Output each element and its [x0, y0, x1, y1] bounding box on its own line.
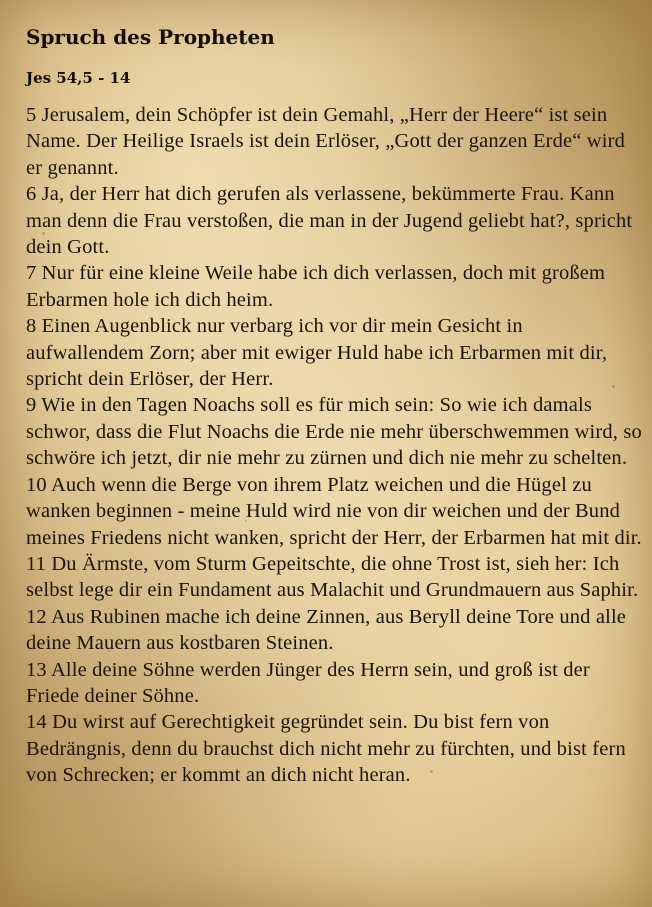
- paper-speck: [108, 650, 110, 652]
- verse: 10 Auch wenn die Berge von ihrem Platz weichen und die Hügel zu wanken beginnen - meine Huld wird nie von dir weichen und der Bund meines Friedens nicht wanken, spricht der Herr, der Erbarmen hat mit dir.: [26, 473, 642, 549]
- paper-speck: [560, 270, 562, 272]
- scripture-reference: Jes 54,5 - 14: [26, 69, 131, 87]
- page-title: Spruch des Propheten: [26, 25, 275, 49]
- verse: 5 Jerusalem, dein Schöpfer ist dein Gemahl, „Herr der Heere“ ist sein Name. Der Heilige Israels ist dein Erlöser, „Gott der ganzen Erde“ wird er genannt.: [26, 104, 625, 179]
- paper-speck: [612, 385, 615, 388]
- paper-speck: [42, 232, 45, 235]
- paper-speck: [430, 770, 433, 773]
- verse: 11 Du Ärmste, vom Sturm Gepeitschte, die ohne Trost ist, sieh her: Ich selbst lege dir ein Fundament aus Malachit und Grundmauern aus Saphir.: [26, 552, 639, 602]
- verse: 13 Alle deine Söhne werden Jünger des Herrn sein, und groß ist der Friede deiner Söhne.: [26, 658, 590, 707]
- verse: 6 Ja, der Herr hat dich gerufen als verlassene, bekümmerte Frau. Kann man denn die Frau verstoßen, die man in der Jugend geliebt hat?, spricht dein Gott.: [26, 183, 633, 259]
- paper-speck: [245, 520, 247, 522]
- verse: 9 Wie in den Tagen Noachs soll es für mich sein: So wie ich damals schwor, dass die Flut Noachs die Erde nie mehr überschwemmen wird, so schwöre ich jetzt, dir nie mehr zu zürnen und dich nie mehr zu schelten.: [26, 394, 642, 470]
- verse: 14 Du wirst auf Gerechtigkeit gegründet sein. Du bist fern von Bedrängnis, denn du brauchst dich nicht mehr zu fürchten, und bist fern von Schrecken; er kommt an dich nicht heran.: [26, 711, 626, 787]
- verse: 8 Einen Augenblick nur verbarg ich vor dir mein Gesicht in aufwallendem Zorn; aber mit ewiger Huld habe ich Erbarmen mit dir, spricht dein Erlöser, der Herr.: [26, 315, 608, 391]
- verse: 7 Nur für eine kleine Weile habe ich dich verlassen, doch mit großem Erbarmen hole ich dich heim.: [26, 262, 606, 311]
- verse: 12 Aus Rubinen mache ich deine Zinnen, aus Beryll deine Tore und alle deine Mauern aus kostbaren Steinen.: [26, 605, 627, 655]
- verse-list: [26, 102, 644, 789]
